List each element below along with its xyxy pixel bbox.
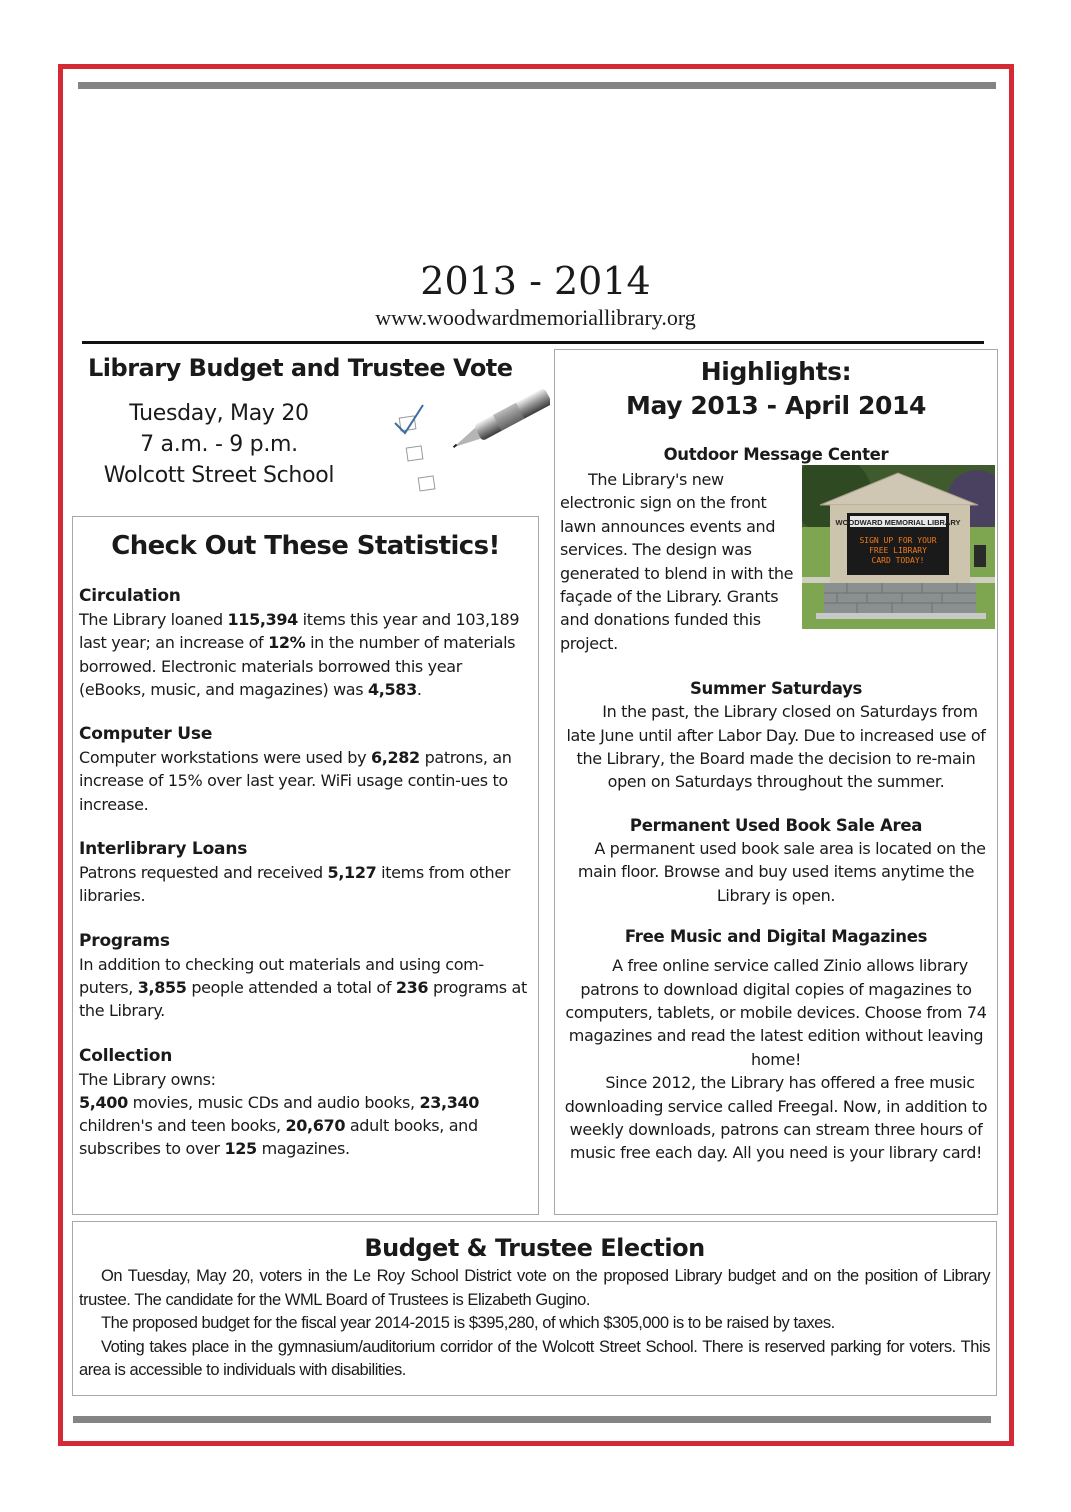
- svg-text:WOODWARD MEMORIAL LIBRARY: WOODWARD MEMORIAL LIBRARY: [835, 518, 961, 527]
- vote-details: [88, 398, 350, 491]
- year-range-title: 2013 - 2014: [420, 259, 651, 303]
- election-box: [72, 1221, 997, 1396]
- stat-body: Computer workstations were used by 6,282 patrons, an increase of 15% over last year. WiFi usage contin-ues to increase.: [79, 748, 512, 814]
- website-link[interactable]: www.woodwardmemoriallibrary.org: [375, 305, 696, 330]
- highlight-body: Since 2012, the Library has offered a free music downloading service called Freegal. Now, in addition to weekly downloads, patrons can stream three hours of music free each day. All you need is your library card!: [564, 1073, 988, 1163]
- highlight-body: In the past, the Library closed on Saturdays from late June until after Labor Day. Due to increased use of the Library, the Board made the decision to re-main open on Saturdays throughout the summer.: [566, 702, 986, 792]
- message-sign-photo: [802, 465, 995, 629]
- header-divider: [82, 341, 984, 344]
- stat-interlibrary-loans: [79, 838, 532, 908]
- highlight-body: A free online service called Zinio allows library patrons to download digital copies of magazines to computers, tablets, or mobile devices. Choose from 74 magazines and read the latest edition without leaving home!: [565, 956, 987, 1069]
- stat-heading: Collection: [79, 1045, 173, 1066]
- statistics-title: Check Out These Statistics!: [111, 531, 500, 561]
- election-paragraph: The proposed budget for the fiscal year 2014-2015 is $395,280, of which $305,000 is to be raised by taxes.: [101, 1314, 835, 1332]
- stat-body: The Library loaned 115,394 items this year and 103,189 last year; an increase of 12% in the number of materials borrowed. Electronic materials borrowed this year (eBooks, music, and magazines) was 4,583.: [79, 610, 520, 699]
- stat-heading: Circulation: [79, 586, 181, 606]
- svg-text:CARD TODAY!: CARD TODAY!: [871, 556, 925, 565]
- highlight-free-music: [555, 925, 997, 1165]
- checklist-with-pen-icon: [385, 385, 550, 500]
- stat-programs: [79, 930, 532, 1023]
- stat-circulation: [79, 585, 532, 701]
- election-title: Budget & Trustee Election: [364, 1234, 705, 1262]
- election-paragraph: Voting takes place in the gymnasium/auditorium corridor of the Wolcott Street School. There is reserved parking for voters. This area is accessible to individuals with disabilities.: [79, 1337, 990, 1379]
- stat-heading: Interlibrary Loans: [79, 839, 248, 860]
- svg-text:SIGN UP FOR YOUR: SIGN UP FOR YOUR: [859, 536, 937, 545]
- vote-location: Wolcott Street School: [103, 463, 335, 488]
- stat-collection: [79, 1045, 532, 1161]
- highlight-heading: Free Music and Digital Magazines: [624, 927, 928, 947]
- highlight-body: A permanent used book sale area is located on the main floor. Browse and buy used items anytime the Library is open.: [577, 838, 986, 905]
- election-paragraph: On Tuesday, May 20, voters in the Le Roy School District vote on the proposed Library budget and on the position of Library trustee. The candidate for the WML Board of Trustees is Elizabeth Gugino.: [79, 1267, 990, 1309]
- highlight-summer-saturdays: [555, 677, 997, 794]
- highlight-outdoor-message-center: [555, 443, 997, 655]
- election-body: [73, 1265, 996, 1383]
- vote-title: Library Budget and Trustee Vote: [88, 354, 513, 382]
- svg-text:FREE LIBRARY: FREE LIBRARY: [869, 546, 927, 555]
- top-gray-rule: [78, 82, 996, 89]
- highlights-box: [554, 349, 998, 1215]
- stat-heading: Programs: [79, 930, 170, 951]
- stat-body: In addition to checking out materials and using com-puters, 3,855 people attended a total of 236 programs at the Library.: [79, 954, 527, 1021]
- highlight-heading: Outdoor Message Center: [663, 445, 889, 464]
- stat-intro: The Library owns:: [79, 1069, 216, 1089]
- statistics-box: [72, 516, 539, 1215]
- highlight-book-sale: [555, 814, 997, 907]
- highlight-heading: Summer Saturdays: [689, 679, 863, 699]
- stat-computer-use: [79, 723, 532, 816]
- stat-body: 5,400 movies, music CDs and audio books, 23,340 children's and teen books, 20,670 adult books, and subscribes to over 125 magazines.: [79, 1092, 480, 1159]
- highlight-body: The Library's new electronic sign on the front lawn announces events and services. The design was generated to blend in with the façade of the Library. Grants and donations funded this project.: [560, 470, 794, 653]
- stat-heading: Computer Use: [79, 724, 213, 745]
- highlight-heading: Permanent Used Book Sale Area: [629, 815, 923, 835]
- vote-date: Tuesday, May 20: [129, 401, 309, 426]
- stat-body: Patrons requested and received 5,127 items from other libraries.: [79, 863, 511, 906]
- bottom-gray-rule: [73, 1416, 991, 1423]
- highlights-title: Highlights: May 2013 - April 2014: [626, 357, 926, 420]
- vote-hours: 7 a.m. - 9 p.m.: [140, 432, 298, 457]
